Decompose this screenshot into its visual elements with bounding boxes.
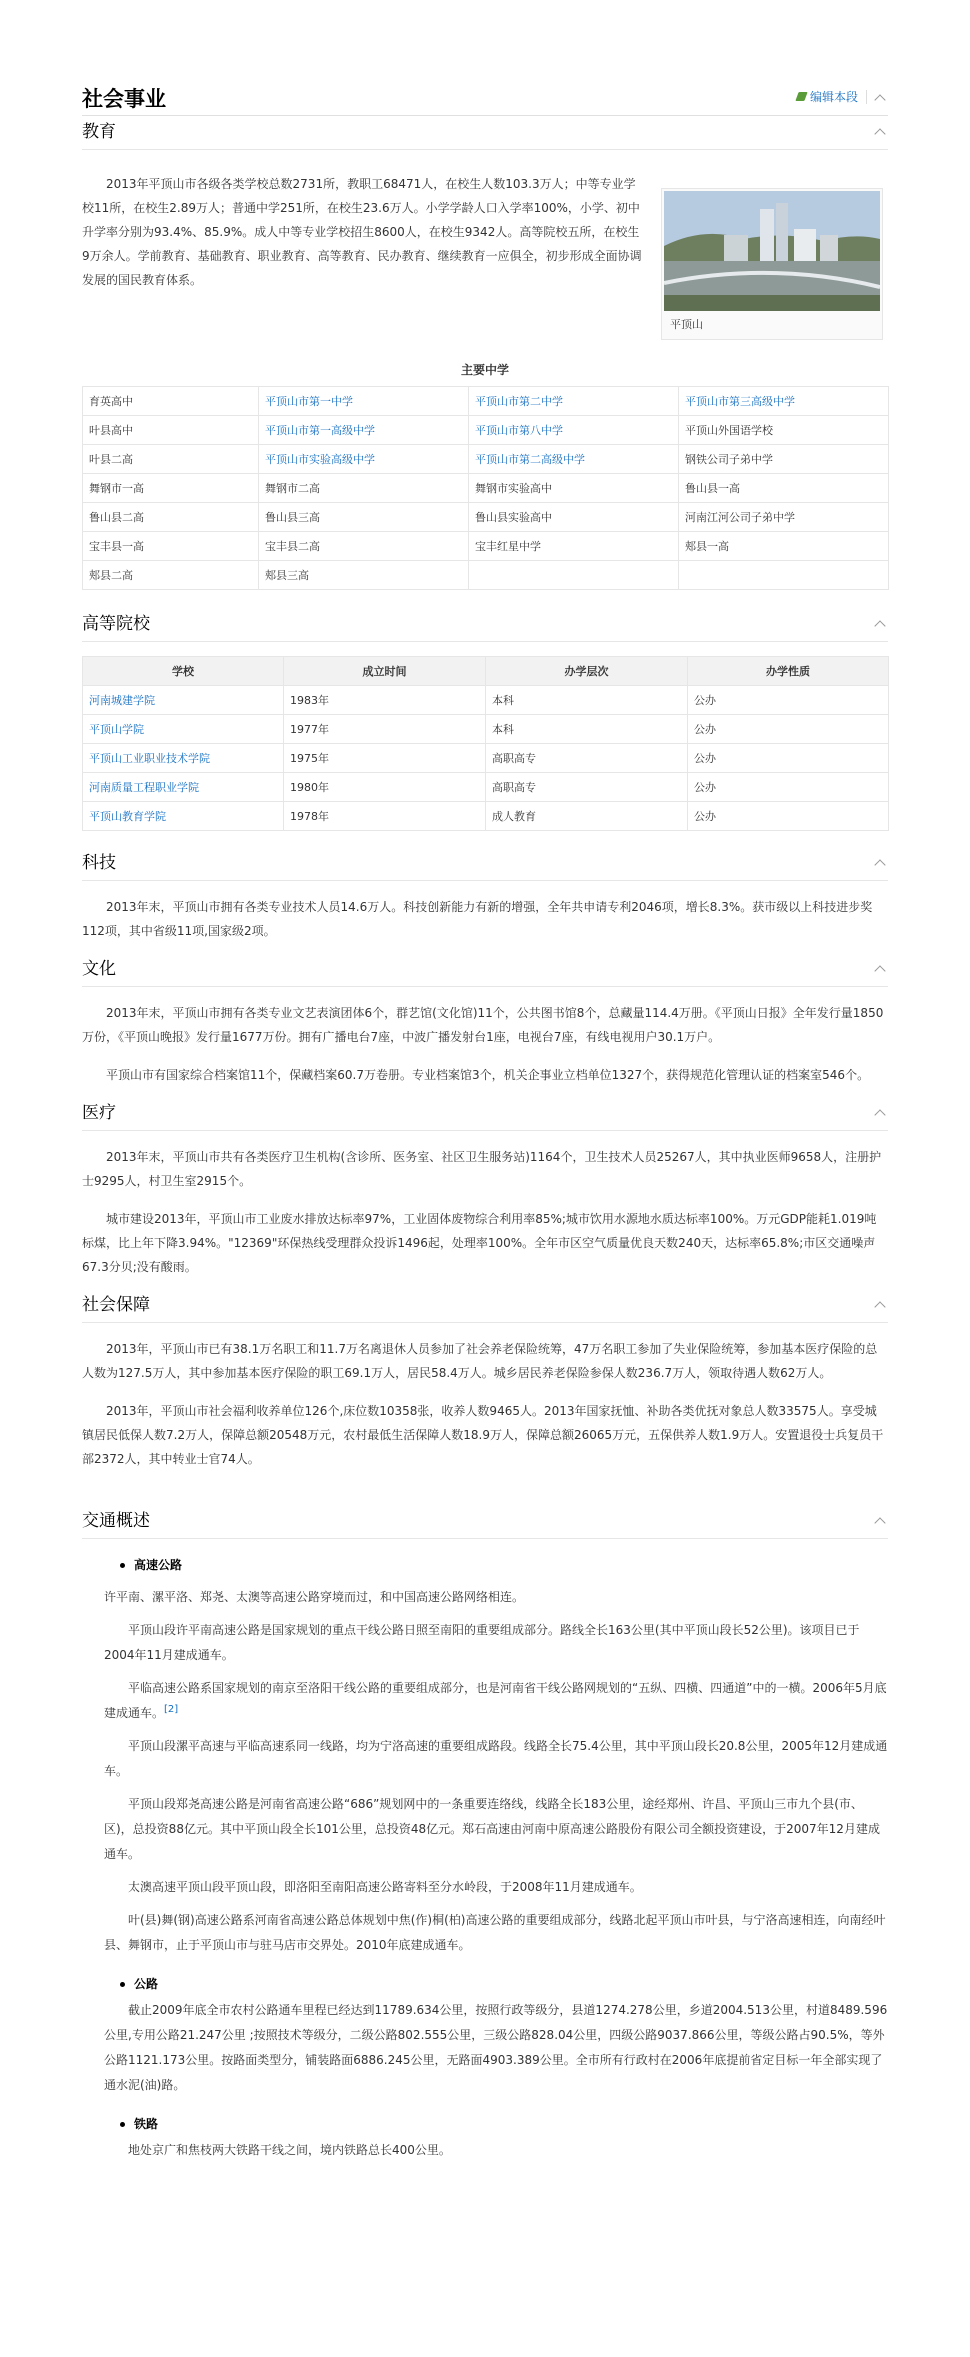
paragraph [82, 1676, 888, 1726]
table-cell [259, 561, 469, 590]
table-cell [284, 802, 486, 831]
table-cell [688, 773, 889, 802]
section-header-education [82, 116, 888, 150]
paragraph: 地处京广和焦枝两大铁路干线之间，境内铁路总长400公里。 [128, 2143, 451, 2157]
tech-paragraphs [82, 895, 888, 943]
paragraph: 截止2009年底全市农村公路通车里程已经达到11789.634公里，按照行政等级分，县道1274.278公里，乡道2004.513公里，村道8489.596公里,专用公路21.247公里 ;按照技术等级分，二级公路802.555公里，三级公路828.04公里，四级公路9037.866公里，等级公路占90.5%，等外公路1121.173公里。按路面类型分，铺装路面6886.245公里，无路面4903.389公里。全市所有行政村在2006年底提前省定目标一年全部实现了通水泥(油)路。 [104, 2003, 888, 2092]
table-cell [284, 715, 486, 744]
section-title: 教育 [82, 122, 116, 142]
school-name: 郏县二高 [89, 568, 133, 582]
school-name: 育英高中 [89, 394, 133, 408]
table-title: 主要中学 [460, 363, 509, 377]
school-name: 郏县一高 [685, 539, 729, 553]
cell-value: 公办 [694, 809, 716, 823]
table-row [83, 715, 889, 744]
edit-label: 编辑本段 [809, 90, 858, 104]
school-link[interactable]: 平顶山市第八中学 [475, 423, 563, 437]
paragraph: 平顶山段郑尧高速公路是河南省高速公路“686”规划网中的一条重要连络线，线路全长183公里，途经郑州、许昌、平顶山三市九个县(市、区)，总投资88亿元。其中平顶山段全长101公里，总投资48亿元。郑石高速由河南中原高速公路股份有限公司全额投资建设，于2007年12月建成通车。 [104, 1797, 880, 1861]
paragraph-text: 平临高速公路系国家规划的南京至洛阳干线公路的重要组成部分，也是河南省干线公路网规划的“五纵、四横、四通道”中的一横。2006年5月底建成通车。 [104, 1681, 887, 1720]
school-name: 平顶山外国语学校 [685, 423, 773, 437]
section-title: 科技 [82, 853, 116, 873]
social-paragraphs [82, 1337, 888, 1471]
section-header-social-security [82, 1289, 888, 1323]
table-cell [679, 445, 889, 474]
school-link[interactable]: 平顶山市第二高级中学 [475, 452, 585, 466]
school-link[interactable]: 平顶山市第一高级中学 [265, 423, 375, 437]
table-cell [259, 445, 469, 474]
section-header-culture [82, 953, 888, 987]
city-photo[interactable] [661, 188, 883, 340]
table-row [83, 445, 889, 474]
paragraph: 2013年平顶山市各级各类学校总数2731所，教职工68471人，在校生人数103.3万人；中等专业学校11所，在校生2.89万人；普通中学251所，在校生23.6万人。小学学龄人口入学率100%，小学、初中升学率分别为93.4%、85.9%。成人中等专业学校招生8600人，在校生9342人。高等院校五所，在校生9万余人。学前教育、基础教育、职业教育、高等教育、民办教育、继续教育一应俱全，初步形成全面协调发展的国民教育体系。 [82, 177, 642, 287]
photo-image [664, 191, 880, 311]
table-cell [259, 532, 469, 561]
table-cell [688, 715, 889, 744]
college-link[interactable]: 河南城建学院 [89, 693, 155, 707]
paragraph: 2013年末，平顶山市共有各类医疗卫生机构(含诊所、医务室、社区卫生服务站)1164个，卫生技术人员25267人，其中执业医师9658人，注册护士9295人，村卫生室2915个。 [82, 1150, 882, 1188]
paragraph: 平顶山市有国家综合档案馆11个，保藏档案60.7万卷册。专业档案馆3个，机关企事业立档单位1327个，获得规范化管理认证的档案室546个。 [106, 1068, 870, 1082]
table-row [83, 744, 889, 773]
cell-value: 1980年 [290, 780, 329, 794]
paragraph: 2013年，平顶山市已有38.1万名职工和11.7万名离退休人员参加了社会养老保险统筹，47万名职工参加了失业保险统筹，参加基本医疗保险的总人数为127.5万人，其中参加基本医疗保险的职工69.1万人，居民58.4万人。城乡居民养老保险参保人数236.7万人，领取待遇人数62万人。 [82, 1342, 878, 1380]
table-cell [486, 715, 688, 744]
table-cell [83, 416, 259, 445]
collapse-icon[interactable] [874, 92, 886, 104]
table-cell [83, 532, 259, 561]
table-cell [259, 503, 469, 532]
cell-value: 公办 [694, 780, 716, 794]
page-title: 社会事业 [82, 87, 166, 111]
table-row [83, 686, 889, 715]
school-name: 鲁山县实验高中 [475, 510, 552, 524]
table-row [83, 416, 889, 445]
paragraph: 城市建设2013年，平顶山市工业废水排放达标率97%，工业固体废物综合利用率85%;城市饮用水源地水质达标率100%。万元GDP能耗1.019吨标煤，比上年下降3.94%。"12369"环保热线受理群众投诉1496起，处理率100%。全年市区空气质量优良天数240天，达标率65.8%;市区交通噪声67.3分贝;没有酸雨。 [82, 1212, 877, 1274]
column-header: 成立时间 [284, 657, 486, 686]
table-cell [469, 532, 679, 561]
table-cell [83, 503, 259, 532]
traffic-content [82, 1553, 888, 2163]
school-link[interactable]: 平顶山市实验高级中学 [265, 452, 375, 466]
table-cell [83, 387, 259, 416]
table-cell [83, 802, 284, 831]
cell-value: 公办 [694, 722, 716, 736]
reference-link[interactable]: [2] [164, 1704, 179, 1715]
table-cell [679, 532, 889, 561]
middle-school-table [82, 386, 889, 590]
paragraph: 太澳高速平顶山段平顶山段，即洛阳至南阳高速公路寄料至分水岭段，于2008年11月建成通车。 [128, 1880, 642, 1894]
photo-caption: 平顶山 [670, 318, 703, 331]
paragraph: 2013年，平顶山市社会福利收养单位126个,床位数10358张，收养人数9465人。2013年国家抚恤、补助各类优抚对象总人数33575人。享受城镇居民低保人数7.2万人，保障总额20548万元，农村最低生活保障人数18.9万人，保障总额26065万元，五保供养人数1.9万人。安置退役士兵复员干部2372人，其中转业士官74人。 [82, 1404, 884, 1466]
table-cell [679, 561, 889, 590]
table-cell [83, 773, 284, 802]
paragraph: 平顶山段漯平高速与平临高速系同一线路，均为宁洛高速的重要组成路段。线路全长75.4公里，其中平顶山段长20.8公里，2005年12月建成通车。 [104, 1739, 888, 1778]
school-name: 郏县三高 [265, 568, 309, 582]
table-cell [486, 686, 688, 715]
table-cell [469, 561, 679, 590]
section-title: 高等院校 [82, 614, 150, 634]
cell-value: 1978年 [290, 809, 329, 823]
table-cell [83, 561, 259, 590]
table-cell [679, 387, 889, 416]
culture-paragraphs [82, 1001, 888, 1087]
table-cell [259, 416, 469, 445]
school-name: 叶县二高 [89, 452, 133, 466]
table-cell [469, 445, 679, 474]
table-cell [83, 686, 284, 715]
table-cell [679, 474, 889, 503]
table-cell [284, 686, 486, 715]
table-cell [688, 744, 889, 773]
table-row [83, 387, 889, 416]
section-title: 社会保障 [82, 1295, 150, 1315]
collapse-icon[interactable] [874, 857, 886, 869]
list-bullet-highway: 高速公路 [120, 1553, 888, 1577]
table-row [83, 802, 889, 831]
education-block [82, 150, 888, 338]
school-name: 舞钢市实验高中 [475, 481, 552, 495]
table-cell [688, 802, 889, 831]
school-name: 河南江河公司子弟中学 [685, 510, 795, 524]
section-header-tech [82, 847, 888, 881]
table-cell [284, 773, 486, 802]
pencil-icon [795, 92, 807, 101]
cell-value: 本科 [492, 693, 514, 707]
cell-value: 1983年 [290, 693, 329, 707]
table-cell [83, 445, 259, 474]
paragraph: 叶(县)舞(钢)高速公路系河南省高速公路总体规划中焦(作)桐(柏)高速公路的重要组成部分，线路北起平顶山市叶县，与宁洛高速相连，向南经叶县、舞钢市，止于平顶山市与驻马店市交界处。2010年底建成通车。 [104, 1913, 886, 1952]
school-name: 宝丰县一高 [89, 539, 144, 553]
collapse-icon[interactable] [874, 963, 886, 975]
table-row [83, 532, 889, 561]
table-cell [83, 744, 284, 773]
school-name: 鲁山县一高 [685, 481, 740, 495]
cell-value: 公办 [694, 693, 716, 707]
school-name: 鲁山县三高 [265, 510, 320, 524]
school-link[interactable]: 平顶山市第二中学 [475, 394, 563, 408]
list-bullet-rail: 铁路 [120, 2112, 888, 2136]
table-cell [486, 744, 688, 773]
paragraph: 平顶山段许平南高速公路是国家规划的重点干线公路日照至南阳的重要组成部分。路线全长163公里(其中平顶山段长52公里)。该项目已于2004年11月建成通车。 [104, 1623, 860, 1662]
section-header-higher-ed [82, 608, 888, 642]
cell-value: 成人教育 [492, 809, 536, 823]
school-name: 舞钢市一高 [89, 481, 144, 495]
column-header: 办学性质 [688, 657, 889, 686]
table-cell [469, 416, 679, 445]
higher-ed-table [82, 656, 889, 831]
collapse-icon[interactable] [874, 126, 886, 138]
table-cell [83, 474, 259, 503]
college-link[interactable]: 河南质量工程职业学院 [89, 780, 199, 794]
table-cell [486, 802, 688, 831]
section-title: 医疗 [82, 1103, 116, 1123]
school-link[interactable]: 平顶山市第一中学 [265, 394, 353, 408]
table-cell [469, 387, 679, 416]
medical-paragraphs [82, 1145, 888, 1279]
table-row [83, 503, 889, 532]
cell-value: 本科 [492, 722, 514, 736]
table-cell [469, 503, 679, 532]
column-header: 学校 [83, 657, 284, 686]
school-link[interactable]: 平顶山市第三高级中学 [685, 394, 795, 408]
school-name: 宝丰红星中学 [475, 539, 541, 553]
school-name: 宝丰县二高 [265, 539, 320, 553]
cell-value: 高职高专 [492, 751, 536, 765]
school-name: 鲁山县二高 [89, 510, 144, 524]
section-title: 文化 [82, 959, 116, 979]
cell-value: 公办 [694, 751, 716, 765]
table-cell [679, 416, 889, 445]
paragraph: 许平南、漯平洛、郑尧、太澳等高速公路穿境而过，和中国高速公路网络相连。 [104, 1590, 525, 1604]
cell-value: 高职高专 [492, 780, 536, 794]
school-name: 钢铁公司子弟中学 [685, 452, 773, 466]
college-link[interactable]: 平顶山学院 [89, 722, 144, 736]
table-cell [259, 474, 469, 503]
table-cell [679, 503, 889, 532]
paragraph: 2013年末，平顶山市拥有各类专业文艺表演团体6个，群艺馆(文化馆)11个，公共图书馆8个，总藏量114.4万册。《平顶山日报》全年发行量1850万份，《平顶山晚报》发行量1677万份。拥有广播电台7座，中波广播发射台1座，电视台7座，有线电视用户30.1万户。 [82, 1006, 884, 1044]
table-row [83, 474, 889, 503]
school-name: 舞钢市二高 [265, 481, 320, 495]
table-row [83, 561, 889, 590]
table-cell [83, 715, 284, 744]
college-link[interactable]: 平顶山工业职业技术学院 [89, 751, 210, 765]
section-title: 交通概述 [82, 1511, 150, 1531]
table-cell [469, 474, 679, 503]
collapse-icon[interactable] [874, 618, 886, 630]
school-name: 叶县高中 [89, 423, 133, 437]
section-header-traffic [82, 1505, 888, 1539]
cell-value: 1975年 [290, 751, 329, 765]
list-bullet-road: 公路 [120, 1972, 888, 1996]
paragraph: 2013年末，平顶山市拥有各类专业技术人员14.6万人。科技创新能力有新的增强，全年共申请专利2046项，增长8.3%。获市级以上科技进步奖112项，其中省级11项,国家级2项。 [82, 900, 873, 938]
section-header-medical [82, 1097, 888, 1131]
column-header: 办学层次 [486, 657, 688, 686]
table-cell [259, 387, 469, 416]
section-header-social [82, 82, 888, 116]
cell-value: 1977年 [290, 722, 329, 736]
collapse-icon[interactable] [874, 1515, 886, 1527]
table-cell [284, 744, 486, 773]
table-cell [688, 686, 889, 715]
collapse-icon[interactable] [874, 1299, 886, 1311]
college-link[interactable]: 平顶山教育学院 [89, 809, 166, 823]
collapse-icon[interactable] [874, 1107, 886, 1119]
edit-section-link[interactable] [797, 85, 858, 109]
education-text [82, 158, 642, 292]
divider [866, 90, 867, 104]
table-row [83, 773, 889, 802]
table-cell [486, 773, 688, 802]
